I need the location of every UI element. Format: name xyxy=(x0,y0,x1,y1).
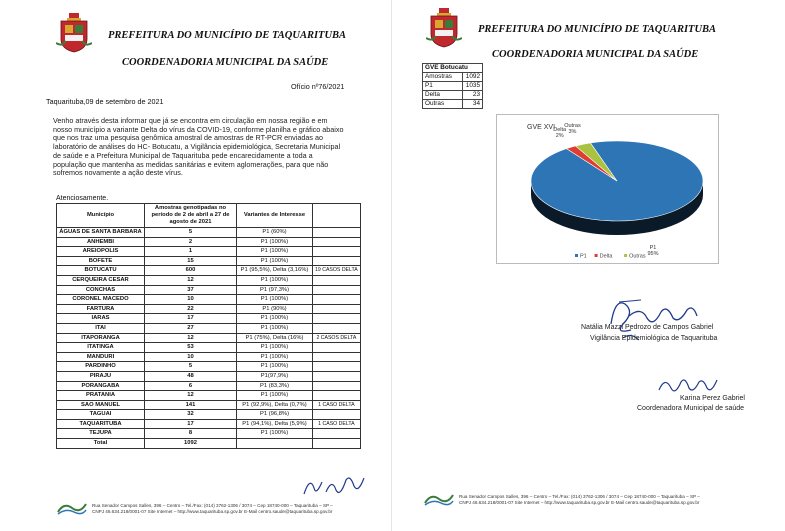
cell-municipio: ANHEMBI xyxy=(57,237,145,247)
body-line: de saúde e a Prefeitura Municipal de Taquarituba pede encarecidamente a toda a xyxy=(53,150,313,160)
table-row xyxy=(57,323,361,333)
table-row xyxy=(57,237,361,247)
signature-role-2: Coordenadora Municipal de saúde xyxy=(637,405,745,412)
total-label: Total xyxy=(57,439,145,449)
table-row xyxy=(57,333,361,343)
col-header-variantes: Variantes de Interesse xyxy=(237,204,313,228)
cell-amostras: 32 xyxy=(145,410,237,420)
cell-municipio: TAGUAI xyxy=(57,410,145,420)
table-row xyxy=(57,314,361,324)
cell-amostras: 48 xyxy=(145,371,237,381)
cell-amostras: 600 xyxy=(145,266,237,276)
table-row xyxy=(57,256,361,266)
municipal-crest-icon xyxy=(426,8,462,48)
col-header-municipio: Município xyxy=(57,204,145,228)
pie-value-p1: 95% xyxy=(647,251,659,257)
footer-line1: Rua Senador Campos Salles, 396 – Centro – Tel./Fax: (014) 3762-1306 / 3074 – Cep 18740-000 – Taquarituba – SP – xyxy=(459,494,700,499)
body-line: população que mantenha as medidas sanitárias e evitem aglomerações, para que não xyxy=(53,159,329,169)
chart-title: GVE XVI xyxy=(527,124,556,131)
table-row: Amostras 1092 xyxy=(423,73,483,82)
footer-address xyxy=(92,503,333,515)
table-row xyxy=(57,275,361,285)
signature-role-1: Vigilância Epidemiológica de Taquarituba xyxy=(590,335,718,342)
pie-chart xyxy=(497,115,720,265)
table-row xyxy=(57,362,361,372)
legend-label-p1: P1 xyxy=(580,253,587,260)
cell-variantes: P1(97,9%) xyxy=(237,371,313,381)
cell-note xyxy=(313,295,361,305)
header-subtitle: COORDENADORIA MUNICIPAL DA SAÚDE xyxy=(122,57,329,68)
table-row xyxy=(57,228,361,238)
cell-amostras: 1 xyxy=(145,247,237,257)
table-row xyxy=(57,429,361,439)
cell-amostras: 12 xyxy=(145,333,237,343)
cell-variantes: P1 (100%) xyxy=(237,275,313,285)
footer-line2: CNPJ 46.634.218/0001-07 Site Internet – http://www.taquarituba.sp.gov.br E-Mail centro.saude@taquarituba.sp.gov.br xyxy=(92,509,333,514)
cell-variantes: P1 (100%) xyxy=(237,362,313,372)
cell-amostras: 2 xyxy=(145,237,237,247)
cell-note: 1 CASO DELTA xyxy=(313,419,361,429)
cell-variantes: P1 (100%) xyxy=(237,352,313,362)
cell-variantes: P1 (100%) xyxy=(237,247,313,257)
table-row: Delta 23 xyxy=(423,91,483,100)
closing: Atenciosamente. xyxy=(56,195,109,202)
cell-note xyxy=(313,323,361,333)
body-line: nosso município a variante Delta do vírus da COVID-19, conforme planilha e gráfico abaixo xyxy=(53,124,344,134)
cell-municipio: BOTUCATU xyxy=(57,266,145,276)
oficio-number: Ofício nº76/2021 xyxy=(291,82,345,91)
cell-amostras: 27 xyxy=(145,323,237,333)
gve-summary-table xyxy=(422,63,483,109)
cell-note xyxy=(313,371,361,381)
cell-municipio: CERQUEIRA CESAR xyxy=(57,275,145,285)
cell-note xyxy=(313,256,361,266)
legend-swatch-delta xyxy=(595,254,598,257)
table-row xyxy=(57,304,361,314)
pie-label-delta: Delta xyxy=(553,126,567,133)
body-line: laboratório de análises do HC- Botucatu, a Vigilância epidemiológica, Secretaria Municipal xyxy=(53,142,341,152)
legend-label-outras: Outras xyxy=(629,253,646,260)
cell-variantes: P1 (100%) xyxy=(237,256,313,266)
cell-amostras: 15 xyxy=(145,256,237,266)
cell-variantes: P1 (83,3%) xyxy=(237,381,313,391)
cell-note: 1 CASO DELTA xyxy=(313,400,361,410)
cell-variantes: P1 (100%) xyxy=(237,391,313,401)
cell-amostras: 8 xyxy=(145,429,237,439)
cell-amostras: 5 xyxy=(145,362,237,372)
table-row xyxy=(57,295,361,305)
pie-chart-panel xyxy=(496,114,719,264)
signature-initials xyxy=(300,472,370,500)
total-value: 1092 xyxy=(145,439,237,449)
footer-logo xyxy=(56,500,88,516)
cell-variantes: P1 (100%) xyxy=(237,237,313,247)
cell-note xyxy=(313,275,361,285)
cell-variantes: P1 (100%) xyxy=(237,323,313,333)
cell-note xyxy=(313,237,361,247)
document-page-left xyxy=(0,0,392,531)
legend-swatch-p1 xyxy=(575,254,578,257)
table-header-row xyxy=(57,204,361,228)
table-row xyxy=(57,419,361,429)
body-line: Venho através desta informar que já se encontra em circulação em nossa região e em xyxy=(53,116,328,125)
table-row xyxy=(57,391,361,401)
cell-note xyxy=(313,381,361,391)
cell-amostras: 12 xyxy=(145,391,237,401)
cell-amostras: 10 xyxy=(145,352,237,362)
table-row xyxy=(57,285,361,295)
cell-amostras: 37 xyxy=(145,285,237,295)
table-row xyxy=(57,410,361,420)
cell-municipio: IARAS xyxy=(57,314,145,324)
cell-amostras: 10 xyxy=(145,295,237,305)
table-row xyxy=(57,352,361,362)
cell-municipio: TAQUARITUBA xyxy=(57,419,145,429)
table-row xyxy=(57,266,361,276)
cell-variantes: P1 (75%), Delta (16%) xyxy=(237,333,313,343)
cell-municipio: CONCHAS xyxy=(57,285,145,295)
cell-municipio: SAO MANUEL xyxy=(57,400,145,410)
col-header-amostras: Amostras genotipadas no período de 2 de abril a 27 de agosto de 2021 xyxy=(145,204,237,228)
table-total-row xyxy=(57,439,361,449)
table-row: Outras 34 xyxy=(423,100,483,109)
cell-municipio: CORONEL MACEDO xyxy=(57,295,145,305)
cell-variantes: P1 (95,5%), Delta (3,16%) xyxy=(237,266,313,276)
genotype-table xyxy=(56,203,361,449)
legend-label-delta: Delta xyxy=(599,253,613,260)
cell-variantes: P1 (90%) xyxy=(237,304,313,314)
cell-municipio: PARDINHO xyxy=(57,362,145,372)
legend-swatch-outras xyxy=(624,254,627,257)
cell-municipio: TEJUPA xyxy=(57,429,145,439)
cell-amostras: 53 xyxy=(145,343,237,353)
date-line: Taquarituba,09 de setembro de 2021 xyxy=(46,97,164,106)
table-row xyxy=(57,343,361,353)
cell-municipio: MANDURI xyxy=(57,352,145,362)
col-header-notes xyxy=(313,204,361,228)
municipal-crest-icon xyxy=(56,13,92,53)
cell-variantes: P1 (94,1%), Delta (5,9%) xyxy=(237,419,313,429)
signature-name-1: Natália Mazzi Pedrozo de Campos Gabriel xyxy=(581,324,714,331)
cell-note xyxy=(313,429,361,439)
cell-note xyxy=(313,410,361,420)
cell-amostras: 6 xyxy=(145,381,237,391)
cell-variantes: P1 (100%) xyxy=(237,314,313,324)
footer-line2: CNPJ 46.634.218/0001-07 Site Internet – http://www.taquarituba.sp.gov.br E-Mail centro.saude@taquarituba.sp.gov.br xyxy=(459,500,700,505)
pie-label-outras: Outras xyxy=(564,123,581,130)
gve-title: GVE Botucatu xyxy=(423,64,483,73)
cell-variantes: P1 (96,8%) xyxy=(237,410,313,420)
cell-amostras: 17 xyxy=(145,419,237,429)
pie-label-p1: P1 xyxy=(649,245,657,251)
table-row xyxy=(57,247,361,257)
letter-body xyxy=(53,117,373,178)
cell-variantes: P1 (92,9%), Delta (0,7%) xyxy=(237,400,313,410)
body-line: que nos traz uma pesquisa genômica amostral de amostras de RT-PCR enviadas ao xyxy=(53,133,323,143)
cell-municipio: ITAPORANGA xyxy=(57,333,145,343)
pie-value-outras: 3% xyxy=(568,129,577,136)
cell-variantes: P1 (100%) xyxy=(237,343,313,353)
cell-note xyxy=(313,304,361,314)
header-subtitle: COORDENADORIA MUNICIPAL DA SAÚDE xyxy=(492,49,699,60)
cell-municipio: PRATANIA xyxy=(57,391,145,401)
cell-note xyxy=(313,362,361,372)
cell-amostras: 12 xyxy=(145,275,237,285)
cell-municipio: FARTURA xyxy=(57,304,145,314)
body-line: sofremos novamente a ação deste vírus. xyxy=(53,168,183,178)
cell-municipio: AREIOPOLIS xyxy=(57,247,145,257)
cell-note xyxy=(313,285,361,295)
cell-municipio: PORANGABA xyxy=(57,381,145,391)
table-row: P1 1035 xyxy=(423,82,483,91)
cell-municipio: ITATINGA xyxy=(57,343,145,353)
cell-amostras: 141 xyxy=(145,400,237,410)
cell-note xyxy=(313,314,361,324)
header-title: PREFEITURA DO MUNICÍPIO DE TAQUARITUBA xyxy=(108,30,347,41)
document-page-right xyxy=(393,0,785,531)
table-row xyxy=(57,371,361,381)
footer-address xyxy=(459,494,700,506)
cell-variantes: P1 (100%) xyxy=(237,295,313,305)
cell-note: 2 CASOS DELTA xyxy=(313,333,361,343)
cell-note xyxy=(313,228,361,238)
cell-amostras: 17 xyxy=(145,314,237,324)
table-row xyxy=(57,400,361,410)
cell-municipio: PIRAJU xyxy=(57,371,145,381)
cell-municipio: ÁGUAS DE SANTA BARBARA xyxy=(57,228,145,238)
cell-note xyxy=(313,247,361,257)
cell-note xyxy=(313,343,361,353)
cell-note: 19 CASOS DELTA xyxy=(313,266,361,276)
cell-municipio: BOFETE xyxy=(57,256,145,266)
cell-amostras: 5 xyxy=(145,228,237,238)
pie-value-delta: 2% xyxy=(555,132,564,139)
footer-logo xyxy=(423,491,455,507)
cell-amostras: 22 xyxy=(145,304,237,314)
cell-variantes: P1 (60%) xyxy=(237,228,313,238)
cell-variantes: P1 (100%) xyxy=(237,429,313,439)
cell-variantes: P1 (97,3%) xyxy=(237,285,313,295)
cell-note xyxy=(313,352,361,362)
header-title: PREFEITURA DO MUNICÍPIO DE TAQUARITUBA xyxy=(478,24,717,35)
footer-line1: Rua Senador Campos Salles, 396 – Centro – Tel./Fax: (014) 3762-1306 / 3074 – Cep 18740-000 – Taquarituba – SP – xyxy=(92,503,333,508)
cell-note xyxy=(313,391,361,401)
signature-name-2: Karina Perez Gabriel xyxy=(680,395,745,402)
cell-municipio: ITAI xyxy=(57,323,145,333)
table-row xyxy=(57,381,361,391)
